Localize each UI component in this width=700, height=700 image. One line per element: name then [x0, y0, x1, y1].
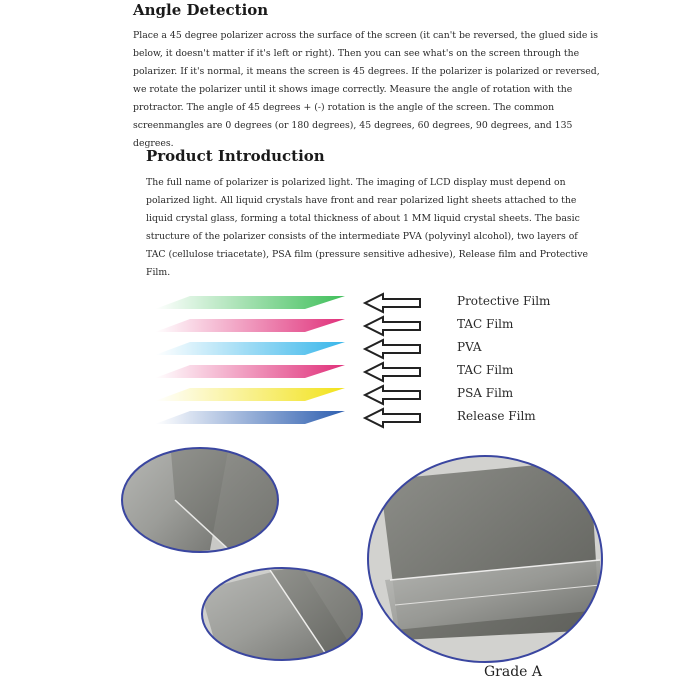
layer-sheet — [155, 342, 345, 355]
angle-detection-title: Angle Detection — [133, 1, 269, 19]
product-introduction-title: Product Introduction — [146, 147, 325, 165]
layer-sheet — [155, 388, 345, 401]
layer-sheet — [155, 296, 345, 309]
layer-label: Protective Film — [457, 294, 551, 308]
layer-label: PVA — [457, 340, 482, 354]
layer-sheet — [155, 319, 345, 332]
angle-detection-text: Place a 45 degree polarizer across the surface of the screen (it can't be reversed, the glued side is below, it doesn't matter if it's left or right). Then you can see what's on the screen through the polarizer. If it's normal, it means the screen is 45 degrees. If the polarizer is polarized or reversed, we rotate the polarizer until it shows image correctly. Measure the angle of rotation with the protractor. The angle of 45 degrees + (-) rotation is the angle of the screen. The common screenmangles are 0 degrees (or 180 degrees), 45 degrees, 60 degrees, 90 degrees, and 135 degrees. — [133, 30, 600, 149]
polarizer-layer-diagram — [0, 280, 700, 430]
layer-label: TAC Film — [457, 317, 514, 331]
photo-right — [360, 450, 610, 670]
photo-bottom-middle — [200, 565, 370, 665]
arrow-left-icon — [365, 294, 420, 312]
polarizer-photos — [0, 440, 700, 670]
product-introduction-text: The full name of polarizer is polarized light. The imaging of LCD display must depend on polarized light. All liquid crystals have front and rear polarized light sheets attached to the liquid crystal glass, forming a total thickness of about 1 MM liquid crystal sheets. The basic structure of the polarizer consists of the intermediate PVA (polyvinyl alcohol), two layers of TAC (cellulose triacetate), PSA film (pressure sensitive adhesive), Release film and Protective Film. — [146, 177, 588, 278]
grade-label: Grade A — [484, 664, 543, 680]
layer-label: Release Film — [457, 409, 536, 423]
arrow-left-icon — [365, 363, 420, 381]
arrow-left-icon — [365, 317, 420, 335]
photo-top-left — [100, 440, 300, 560]
layer-sheet — [155, 411, 345, 424]
layer-label: TAC Film — [457, 363, 514, 377]
arrow-left-icon — [365, 340, 420, 358]
layer-label: PSA Film — [457, 386, 514, 400]
arrow-left-icon — [365, 386, 420, 404]
arrow-left-icon — [365, 409, 420, 427]
layer-sheet — [155, 365, 345, 378]
